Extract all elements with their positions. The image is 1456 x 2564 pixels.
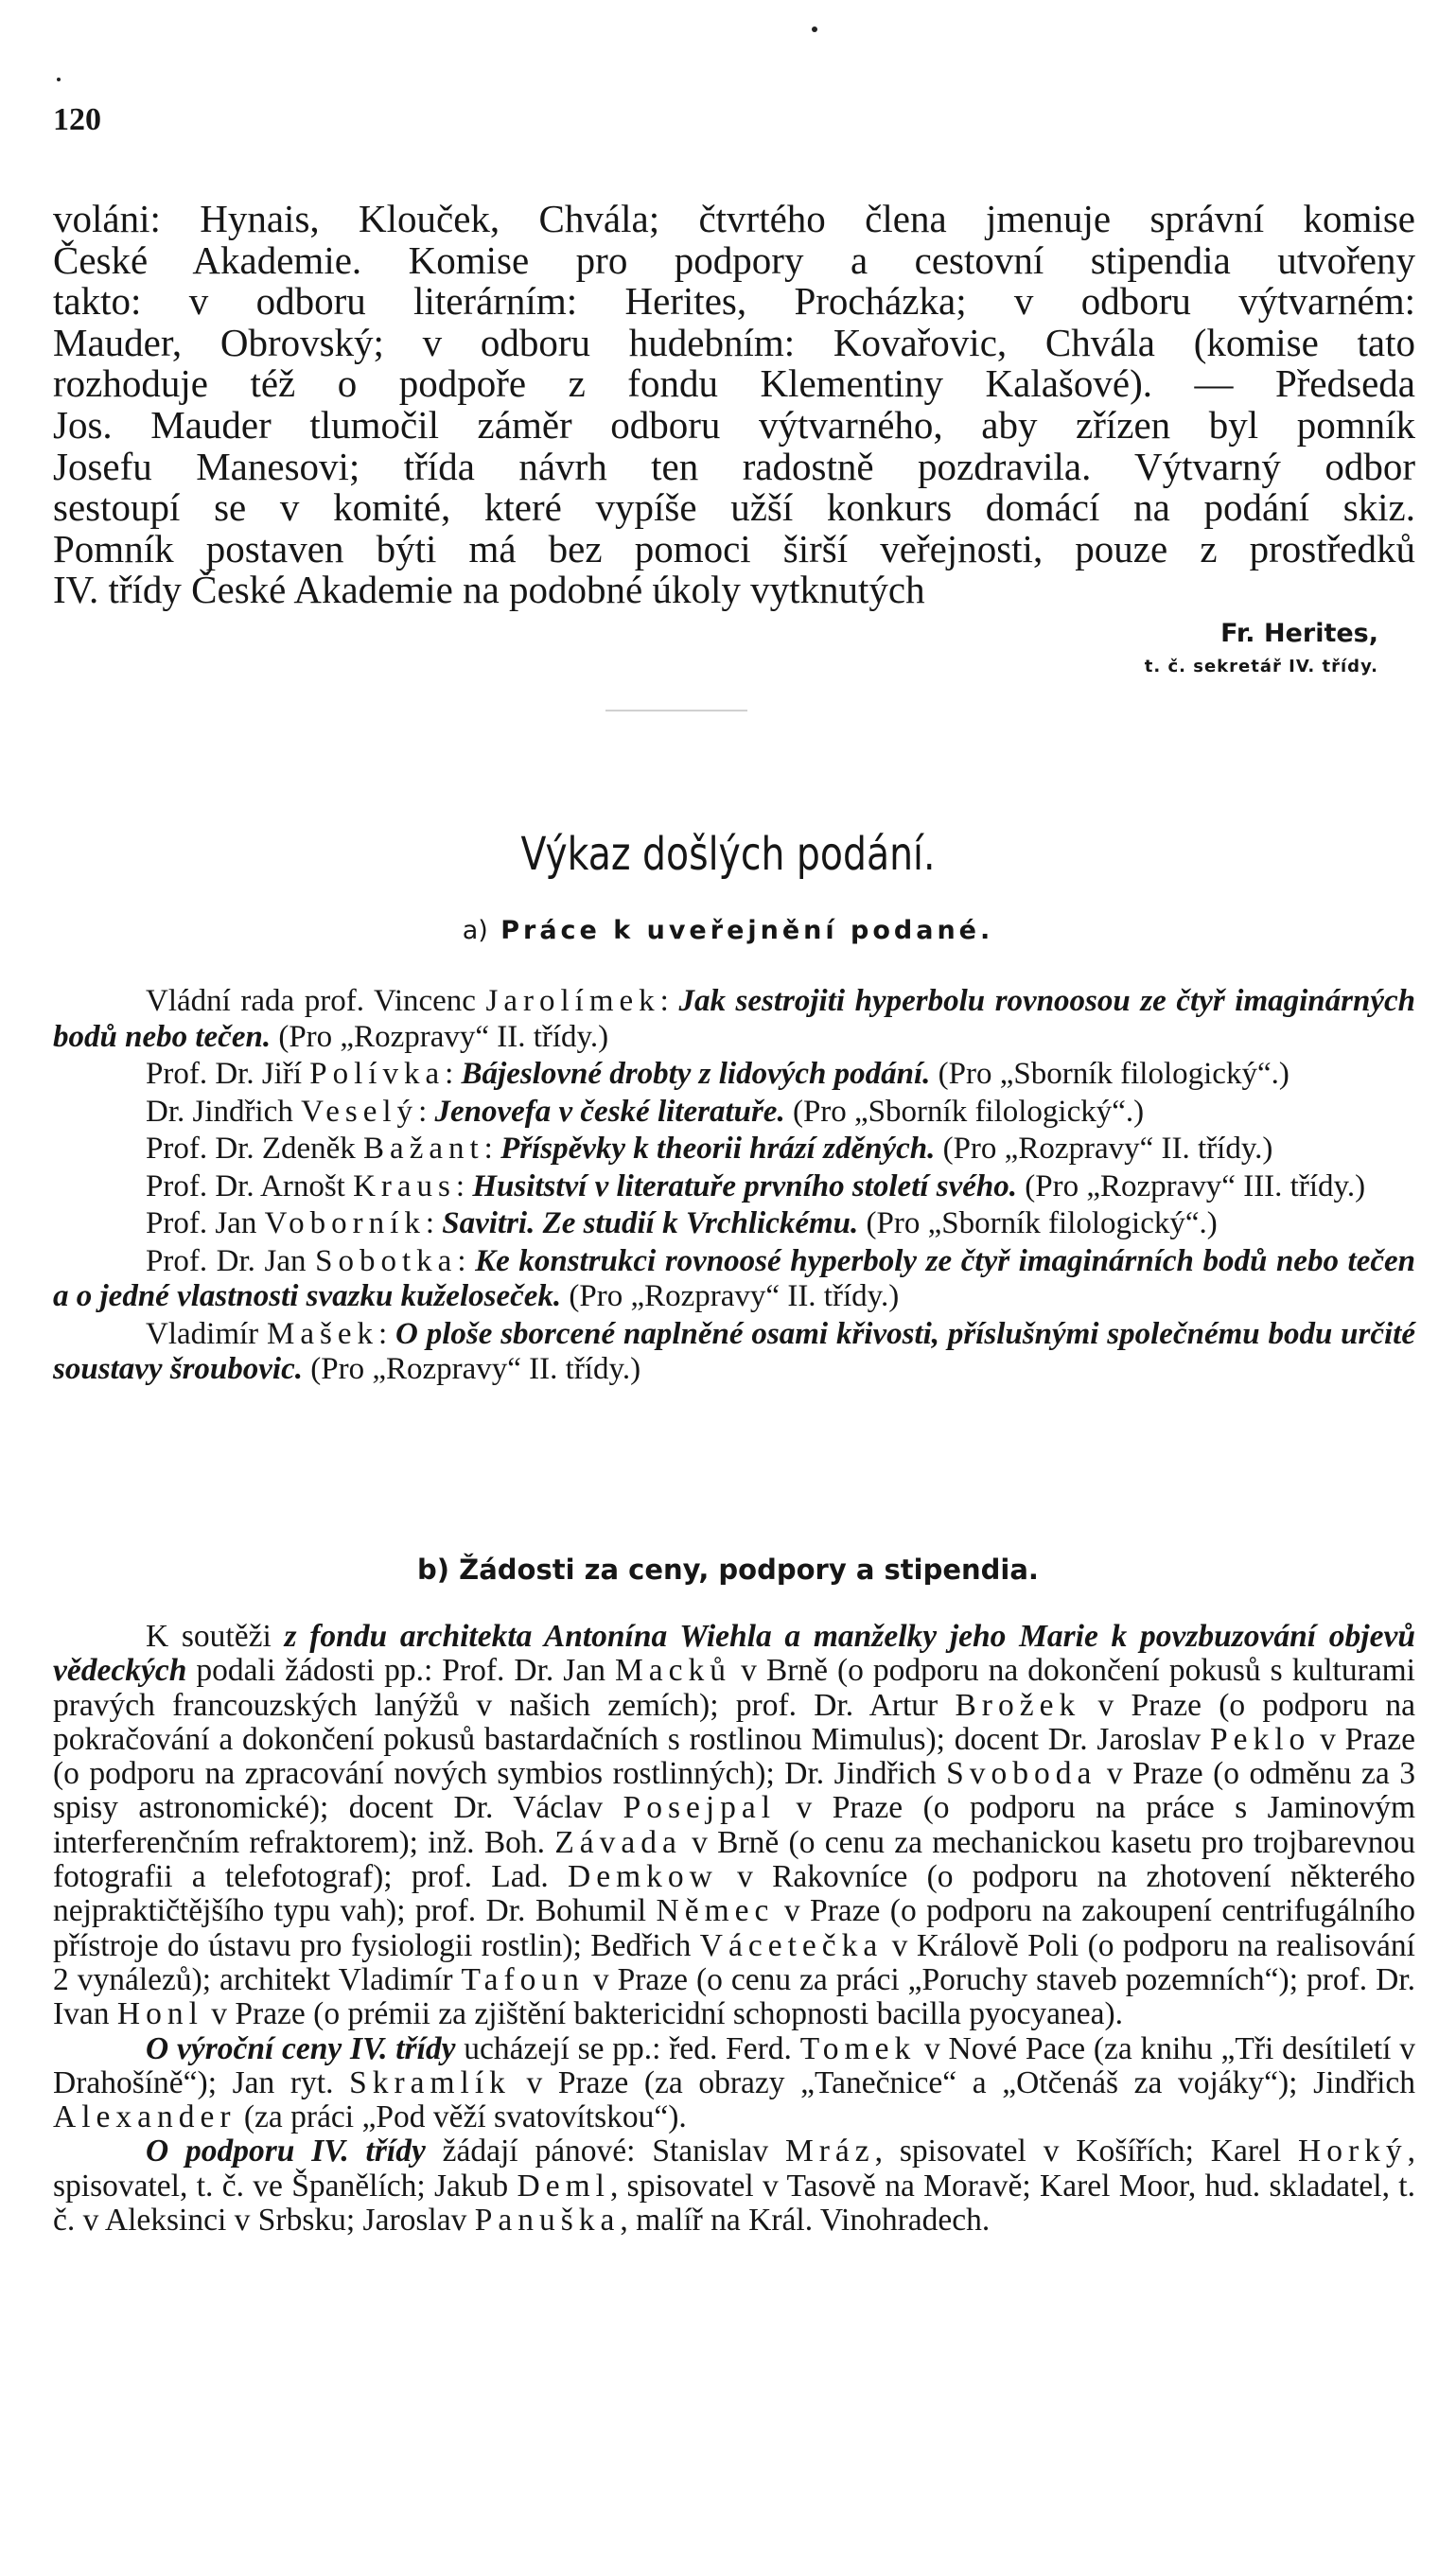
applicant-name: Tomek xyxy=(799,2030,917,2066)
text-line: sestoupí se v komité, které vypíše užší konkurs domácí na podání skiz. xyxy=(53,485,1415,530)
entry-separator: : xyxy=(425,1206,443,1240)
applications-section xyxy=(53,1620,1415,2238)
applicant-name: Vácetečka xyxy=(699,1927,884,1963)
entry-destination: (Pro „Rozpravy“ II. třídy.) xyxy=(303,1352,641,1386)
text-run: v Brně (o podporu na dokončení pokusů s kulturami pravých francouzských lanýžů v našich zemích); prof. Dr. Artur xyxy=(53,1653,1415,1723)
applicant-name: Peklo xyxy=(1209,1721,1311,1757)
paragraph-competition xyxy=(53,1620,1415,2032)
entry-destination: (Pro „Sborník filologický“.) xyxy=(930,1057,1289,1091)
text-run: K soutěži xyxy=(146,1619,285,1654)
entry-author-name: Sobotka xyxy=(315,1243,458,1278)
entry-separator: : xyxy=(455,1168,473,1203)
signature-role: t. č. sekretář IV. třídy. xyxy=(1144,657,1378,676)
text-line: Pomník postaven býti má bez pomoci širší veřejnosti, pouze z prostředků xyxy=(53,526,1415,571)
entry-author-prefix: Prof. Dr. Zdeněk xyxy=(146,1132,364,1166)
applicant-name: Deml xyxy=(517,2168,610,2204)
fund-name: z fondu architekta Antonína Wiehla a manželky jeho Marie k povzbuzování objevů vědeckých xyxy=(53,1619,1415,1689)
submission-list xyxy=(53,984,1415,1390)
section-a-heading xyxy=(0,916,1456,945)
entry-author-prefix: Vládní rada prof. Vincenc xyxy=(146,984,486,1018)
print-speck xyxy=(812,26,817,32)
text-run: v Praze (o cenu za práci „Poruchy staveb pozemních“); prof. Dr. Ivan xyxy=(53,1961,1416,2032)
text-line: Josefu Manesovi; třída návrh ten radostně pozdravila. Výtvarný odbor xyxy=(53,444,1415,488)
text-run: , spisovatel, t. č. ve Španělích; Jakub xyxy=(53,2134,1415,2204)
text-run: v Praze (o podporu na zakoupení centrifugálního přístroje do ústavu pro fysiologii rostlin); Bedřich xyxy=(53,1893,1415,1963)
applicant-name: Macků xyxy=(615,1653,732,1689)
text-line: rozhoduje též o podpoře z fondu Klementiny Kalašové). — Předseda xyxy=(53,361,1415,406)
section-b-heading xyxy=(0,1554,1456,1586)
text-run: v Praze (o odměnu za 3 spisy astronomické); docent Dr. Václav xyxy=(53,1756,1415,1826)
applicant-name: Horký xyxy=(1298,2134,1408,2169)
entry-destination: (Pro „Sborník filologický“.) xyxy=(784,1094,1145,1129)
signature-name: Fr. Herites, xyxy=(1220,619,1378,648)
text-run: v Nové Pace (za knihu „Tři desítiletí v Drahošíně“); Jan ryt. xyxy=(53,2030,1415,2100)
text-run: v Praze (o podporu na pokračování a dokončení pokusů bastardačních s rostlinou Mimulus); docent Dr. Jaroslav xyxy=(53,1687,1415,1757)
text-run: , spisovatel v Tasově na Moravě; Karel Moor, hud. skladatel, t. č. v Aleksinci v Srbsku; Jaroslav xyxy=(53,2168,1415,2239)
entry-separator: : xyxy=(659,984,679,1018)
entry-destination: (Pro „Sborník filologický“.) xyxy=(858,1206,1218,1240)
entry-author-name: Mašek xyxy=(267,1316,378,1351)
applicant-name: Posejpal xyxy=(623,1790,777,1826)
text-line: takto: v odboru literárním: Herites, Procházka; v odboru výtvarném: xyxy=(53,279,1415,324)
list-item xyxy=(53,1095,1415,1131)
entry-author-name: Polívka xyxy=(309,1057,446,1091)
applicant-name: Demkow xyxy=(568,1859,718,1895)
text-run: v Králově Poli (o podporu na realisování 2 vynálezů); architekt Vladimír xyxy=(53,1927,1415,1997)
list-item xyxy=(53,1244,1415,1315)
applicant-name: Mráz xyxy=(784,2134,875,2169)
section-title: Žádosti za ceny, podpory a stipendia. xyxy=(459,1554,1039,1586)
text-run: , spisovatel v Košířích; Karel xyxy=(874,2134,1298,2169)
list-item xyxy=(53,1317,1415,1388)
applicant-name: Závada xyxy=(554,1824,682,1860)
text-run: , malíř na Král. Vinohradech. xyxy=(620,2203,991,2239)
text-line: Jos. Mauder tlumočil záměr odboru výtvarného, aby zřízen byl pomník xyxy=(53,402,1415,447)
entry-title: O ploše sborcené naplněné osami křivosti, příslušnými společnému bodu určité soustavy šroubovic. xyxy=(53,1316,1415,1386)
entry-title: Jak sestrojiti hyperbolu rovnoosou ze čtyř imaginárných bodů nebo tečen. xyxy=(53,984,1415,1054)
text-run: v Rakovníce (o podporu na zhotovení některého nejpraktičtějšího typu vah); prof. Dr. Bohumil xyxy=(53,1859,1415,1929)
list-item xyxy=(53,1132,1415,1168)
entry-author-prefix: Prof. Dr. Jan xyxy=(146,1243,316,1278)
category-title: O výroční ceny IV. třídy xyxy=(146,2030,456,2066)
entry-author-prefix: Vladimír xyxy=(146,1316,267,1351)
entry-author-name: Jarolímek xyxy=(485,984,660,1018)
continuation-paragraph xyxy=(53,199,1415,611)
applicant-name: Skramlík xyxy=(349,2064,511,2100)
entry-author-name: Bažant xyxy=(363,1132,484,1166)
entry-title: Bájeslovné drobty z lidových podání. xyxy=(461,1057,931,1091)
list-item xyxy=(53,1057,1415,1093)
entry-destination: (Pro „Rozpravy“ II. třídy.) xyxy=(561,1279,900,1313)
entry-separator: : xyxy=(377,1316,396,1351)
entry-separator: : xyxy=(457,1243,476,1278)
applicant-name: Alexander xyxy=(53,2099,237,2135)
entry-author-name: Voborník xyxy=(264,1206,426,1240)
list-item xyxy=(53,1169,1415,1205)
paragraph-support xyxy=(53,2134,1415,2238)
text-run: žádají pánové: Stanislav xyxy=(425,2134,785,2169)
text-run: v Brně (o cenu za mechanickou kasetu pro trojbarevnou fotografii a telefotograf); prof. Lad. xyxy=(53,1824,1415,1895)
applicant-name: Němec xyxy=(656,1893,775,1929)
list-item xyxy=(53,984,1415,1055)
applicant-name: Tafoun xyxy=(461,1961,585,1997)
section-title: Práce k uveřejnění podané. xyxy=(500,916,994,945)
section-letter: b) xyxy=(417,1554,450,1586)
entry-title: Husitství v literatuře prvního století svého. xyxy=(472,1168,1018,1203)
text-run: v Praze (o prémii za zjištění baktericidní schopnosti bacilla pyocyanea). xyxy=(202,1996,1123,2032)
applicant-name: Svoboda xyxy=(946,1756,1097,1792)
entry-destination: (Pro „Rozpravy“ II. třídy.) xyxy=(935,1132,1273,1166)
entry-title: Savitri. Ze studií k Vrchlickému. xyxy=(442,1206,859,1240)
text-line: IV. třídy České Akademie na podobné úkoly vytknutých xyxy=(53,568,925,612)
entry-author-name: Kraus xyxy=(353,1168,456,1203)
applicant-name: Honl xyxy=(116,1996,203,2032)
applicant-name: Brožek xyxy=(955,1687,1081,1723)
entry-author-prefix: Prof. Dr. Arnošt xyxy=(146,1168,354,1203)
section-letter: a) xyxy=(462,916,488,945)
paragraph-annual-prizes xyxy=(53,2032,1415,2135)
text-run: podali žádosti pp.: Prof. Dr. Jan xyxy=(186,1653,615,1689)
text-line: České Akademie. Komise pro podpory a cestovní stipendia utvořeny xyxy=(53,237,1415,282)
entry-author-prefix: Dr. Jindřich xyxy=(146,1094,302,1129)
entry-author-prefix: Prof. Dr. Jiří xyxy=(146,1057,310,1091)
list-item xyxy=(53,1206,1415,1242)
text-run: v Praze (za obrazy „Tanečnice“ a „Otčenáš za vojáky“); Jindřich xyxy=(510,2064,1416,2100)
text-run: v Praze (o podporu na zpracování nových symbios rostlinných); Dr. Jindřich xyxy=(53,1721,1415,1792)
applicant-name: Panuška xyxy=(474,2203,621,2239)
text-line: voláni: Hynais, Klouček, Chvála; čtvrtého člena jmenuje správní komise xyxy=(53,197,1415,240)
page-number: 120 xyxy=(53,102,101,137)
entry-author-prefix: Prof. Jan xyxy=(146,1206,265,1240)
category-title: O podporu IV. třídy xyxy=(146,2134,426,2169)
entry-destination: (Pro „Rozpravy“ II. třídy.) xyxy=(271,1019,609,1054)
text-run: ucházejí se pp.: řed. Ferd. xyxy=(455,2030,800,2066)
entry-separator: : xyxy=(483,1132,501,1166)
text-line: Mauder, Obrovský; v odboru hudebním: Kovařovic, Chvála (komise tato xyxy=(53,320,1415,364)
entry-title: Příspěvky k theorii hrází zděných. xyxy=(500,1132,936,1166)
entry-title: Jenovefa v české literatuře. xyxy=(434,1094,785,1129)
main-title: Výkaz došlých podání. xyxy=(520,828,936,881)
print-speck xyxy=(57,78,61,81)
text-run: (za práci „Pod věží svatovítskou“). xyxy=(236,2099,687,2135)
divider xyxy=(605,710,747,711)
entry-separator: : xyxy=(445,1057,462,1091)
entry-title: Ke konstrukci rovnoosé hyperboly ze čtyř imaginárních bodů nebo tečen a o jedné vlastnosti svazku kuželoseček. xyxy=(53,1243,1416,1313)
text-run: v Praze (o podporu na práce s Jaminovým interferenčním refraktorem); inž. Boh. xyxy=(53,1790,1415,1860)
entry-author-name: Veselý xyxy=(301,1094,419,1129)
entry-destination: (Pro „Rozpravy“ III. třídy.) xyxy=(1017,1168,1366,1203)
entry-separator: : xyxy=(418,1094,435,1129)
